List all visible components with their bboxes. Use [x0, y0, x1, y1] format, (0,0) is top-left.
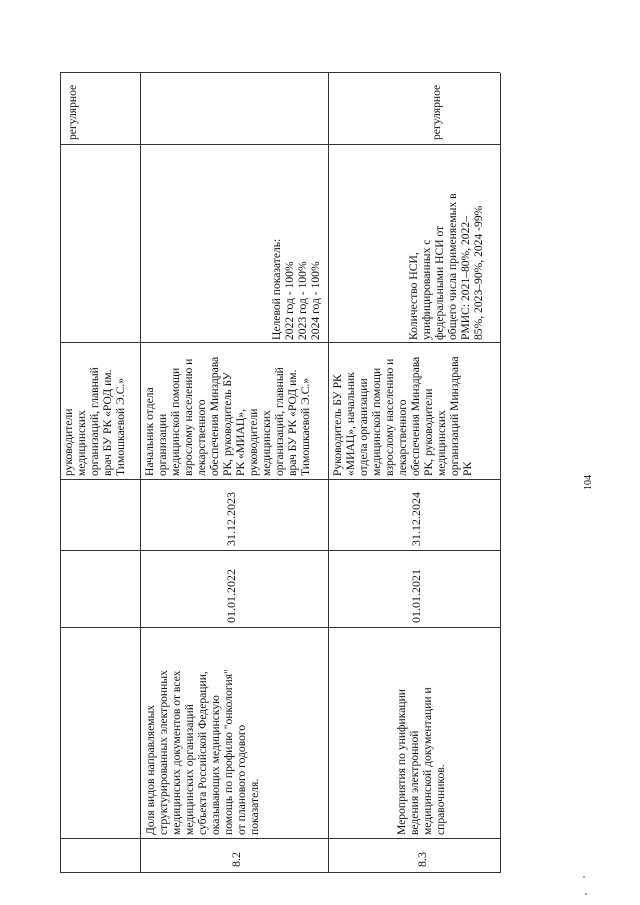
table-rule-row82-top — [140, 73, 141, 873]
row-8-2-name: Доля видов направляемых структурированных электронных медицинских документов от всех медицинских организаций субъекта Российской Федерации, оказывающих медицинскую помощь по профилю "онкология" от планового годового показателя. — [144, 669, 261, 835]
continuation-responsible: руководители медицинских организаций, главный врач БУ РК «РОД им. Тимошкаевой Э.С.» — [62, 367, 127, 476]
rotated-table — [60, 73, 500, 873]
row-8-3-frequency: регулярное — [430, 84, 443, 140]
row-8-3-indicator: Количество НСИ, унифицированных с федеральными НСИ от общего числа применяемых в РМИС: 2021–80%, 2022– 85%, 2023–90%, 2024 -99% — [407, 193, 485, 340]
row-8-2-end-date: 31.12.2023 — [224, 492, 238, 546]
row-8-2-start-date: 01.01.2022 — [224, 569, 238, 623]
col-divider-7 — [60, 144, 500, 145]
row-8-2-indicator: Целевой показатель: 2022 год - 100% 2023 год - 100% 2024 год - 100% — [270, 238, 322, 340]
col-divider-6 — [60, 342, 500, 343]
table-rule-row83-top — [328, 73, 329, 873]
table-rule-bottom — [500, 73, 501, 873]
col-divider-3 — [60, 627, 500, 628]
row-8-3-responsible: Руководитель БУ РК «МИАЦ», начальник отдела организации медицинской помощи взрослому населению и лекарственного обеспечения Минздрава РК, руководители медицинских организаций Минздрава РК — [331, 356, 474, 476]
row-8-2-responsible: Начальник отдела организации медицинской помощи взрослому населению и лекарственного обеспечения Минздрава РК, руководитель БУ РК «МИАЦ», руководители медицинских организаций, главный врач БУ РК «РОД им. Тимошкаевой Э.С.» — [143, 356, 312, 476]
row-8-3-name: Мероприятия по унификации ведения электронной медицинской документации и справочников. — [395, 687, 447, 835]
row-8-3-start-date: 01.01.2021 — [409, 569, 423, 623]
continuation-frequency: регулярное — [66, 84, 79, 140]
page-number: 104 — [583, 475, 594, 490]
table-rule-top — [60, 73, 61, 873]
row-8-3-end-date: 31.12.2024 — [409, 492, 423, 546]
col-divider-4 — [60, 550, 500, 551]
col-divider-8 — [60, 72, 500, 73]
row-8-2-number: 8.2 — [229, 852, 243, 867]
col-divider-2 — [60, 838, 500, 839]
scan-speck — [585, 893, 587, 895]
col-divider-1 — [60, 872, 500, 873]
scan-speck — [583, 876, 585, 878]
row-8-3-number: 8.3 — [415, 852, 429, 867]
col-divider-5 — [60, 479, 500, 480]
